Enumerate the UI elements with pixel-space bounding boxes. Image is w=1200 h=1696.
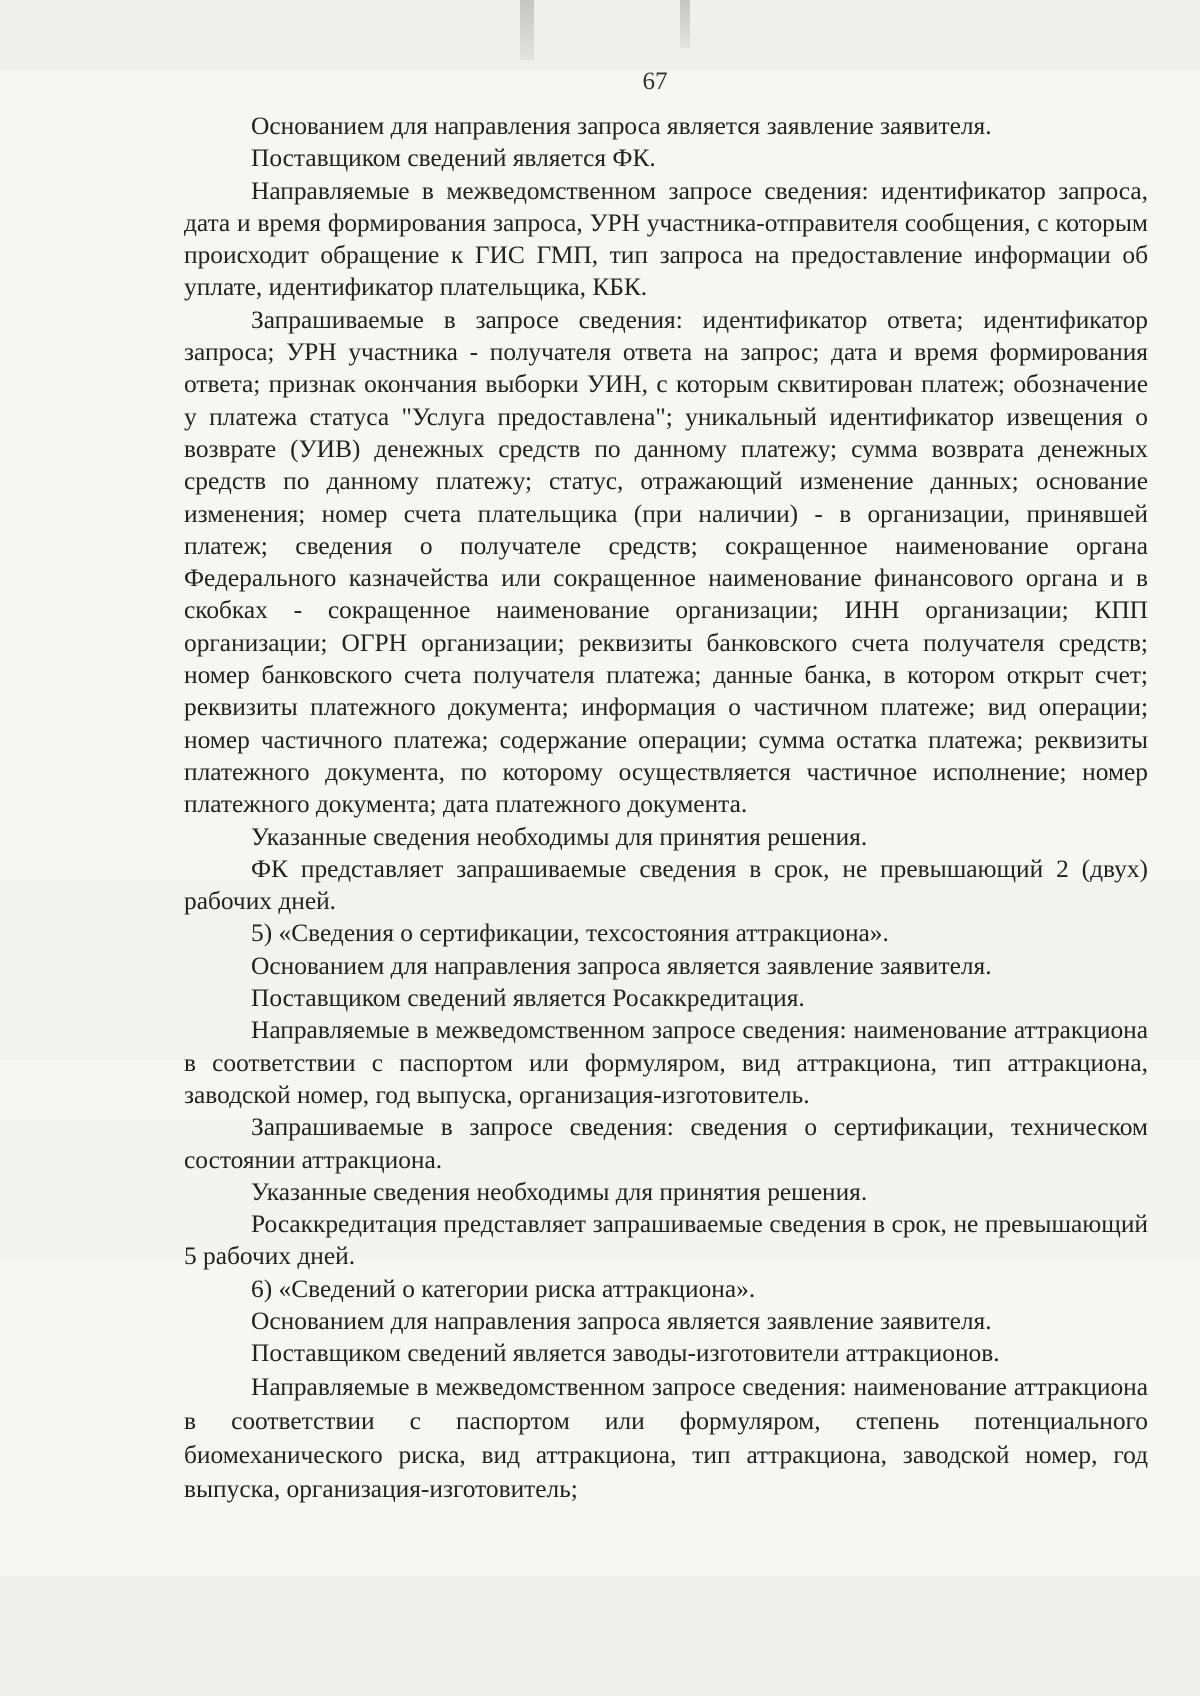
page-number: 67 [642, 68, 668, 95]
section-heading: 5) «Сведения о сертификации, техсостояния аттракциона». [251, 919, 889, 948]
paragraph: Направляемые в межведомственном запросе сведения: наименование аттракциона в соответствии с паспортом или формуляром, вид аттракциона, тип аттракциона, заводской номер, год выпуска, организация-изготовитель. [184, 1016, 1148, 1109]
scan-bleed-bottom [0, 1576, 1200, 1696]
paragraph: Запрашиваемые в запросе сведения: идентификатор ответа; идентификатор запроса; УРН участника - получателя ответа на запрос; дата и время формирования ответа; признак окончания выборки УИН, с которым сквитирован платеж; обозначение у платежа статуса "Услуга предоставлена"; уникальный идентификатор извещения о возврате (УИВ) денежных средств по данному платежу; сумма возврата денежных средств по данному платежу; статус, отражающий изменение данных; основание изменения; номер счета плательщика (при наличии) - в организации, принявшей платеж; сведения о получателе средств; сокращенное наименование органа Федерального казначейства или сокращенное наименование финансового органа и в скобках - сокращенное наименование организации; ИНН организации; КПП организации; ОГРН организации; реквизиты банковского счета получателя средств; номер банковского счета получателя платежа; данные банка, в котором открыт счет; реквизиты платежного документа; информация о частичном платеже; вид операции; номер частичного платежа; содержание операции; сумма остатка платежа; реквизиты платежного документа, по которому осуществляется частичное исполнение; номер платежного документа; дата платежного документа. [184, 305, 1148, 819]
paragraph: Направляемые в межведомственном запросе сведения: наименование аттракциона в соответствии с паспортом или формуляром, степень потенциального биомеханического риска, вид аттракциона, тип аттракциона, заводской номер, год выпуска, организация-изготовитель; [184, 1372, 1148, 1503]
paragraph: Направляемые в межведомственном запросе сведения: идентификатор запроса, дата и время формирования запроса, УРН участника-отправителя сообщения, с которым происходит обращение к ГИС ГМП, тип запроса на предоставление информации об уплате, идентификатор плательщика, КБК. [184, 176, 1148, 302]
paragraph: Поставщиком сведений является ФК. [251, 144, 656, 173]
scan-bleed-top [0, 0, 1200, 70]
document-body [184, 110, 1148, 1506]
paragraph: Запрашиваемые в запросе сведения: сведения о сертификации, техническом состоянии аттракциона. [184, 1113, 1148, 1174]
paragraph: Росаккредитация представляет запрашиваемые сведения в срок, не превышающий 5 рабочих дней. [184, 1210, 1148, 1271]
paragraph: Поставщиком сведений является заводы-изготовители аттракционов. [251, 1339, 1000, 1368]
paragraph: ФК представляет запрашиваемые сведения в срок, не превышающий 2 (двух) рабочих дней. [184, 854, 1148, 916]
paragraph: Основанием для направления запроса является заявление заявителя. [251, 951, 992, 980]
scan-artifact [520, 0, 534, 60]
paragraph: Указанные сведения необходимы для принятия решения. [251, 1177, 868, 1206]
paragraph: Указанные сведения необходимы для принятия решения. [251, 822, 868, 851]
paragraph: Основанием для направления запроса является заявление заявителя. [251, 112, 992, 140]
scan-artifact [680, 0, 690, 48]
paragraph: Поставщиком сведений является Росаккредитация. [251, 984, 805, 1013]
paragraph: Основанием для направления запроса является заявление заявителя. [251, 1306, 992, 1335]
section-heading: 6) «Сведений о категории риска аттракциона». [251, 1274, 756, 1303]
